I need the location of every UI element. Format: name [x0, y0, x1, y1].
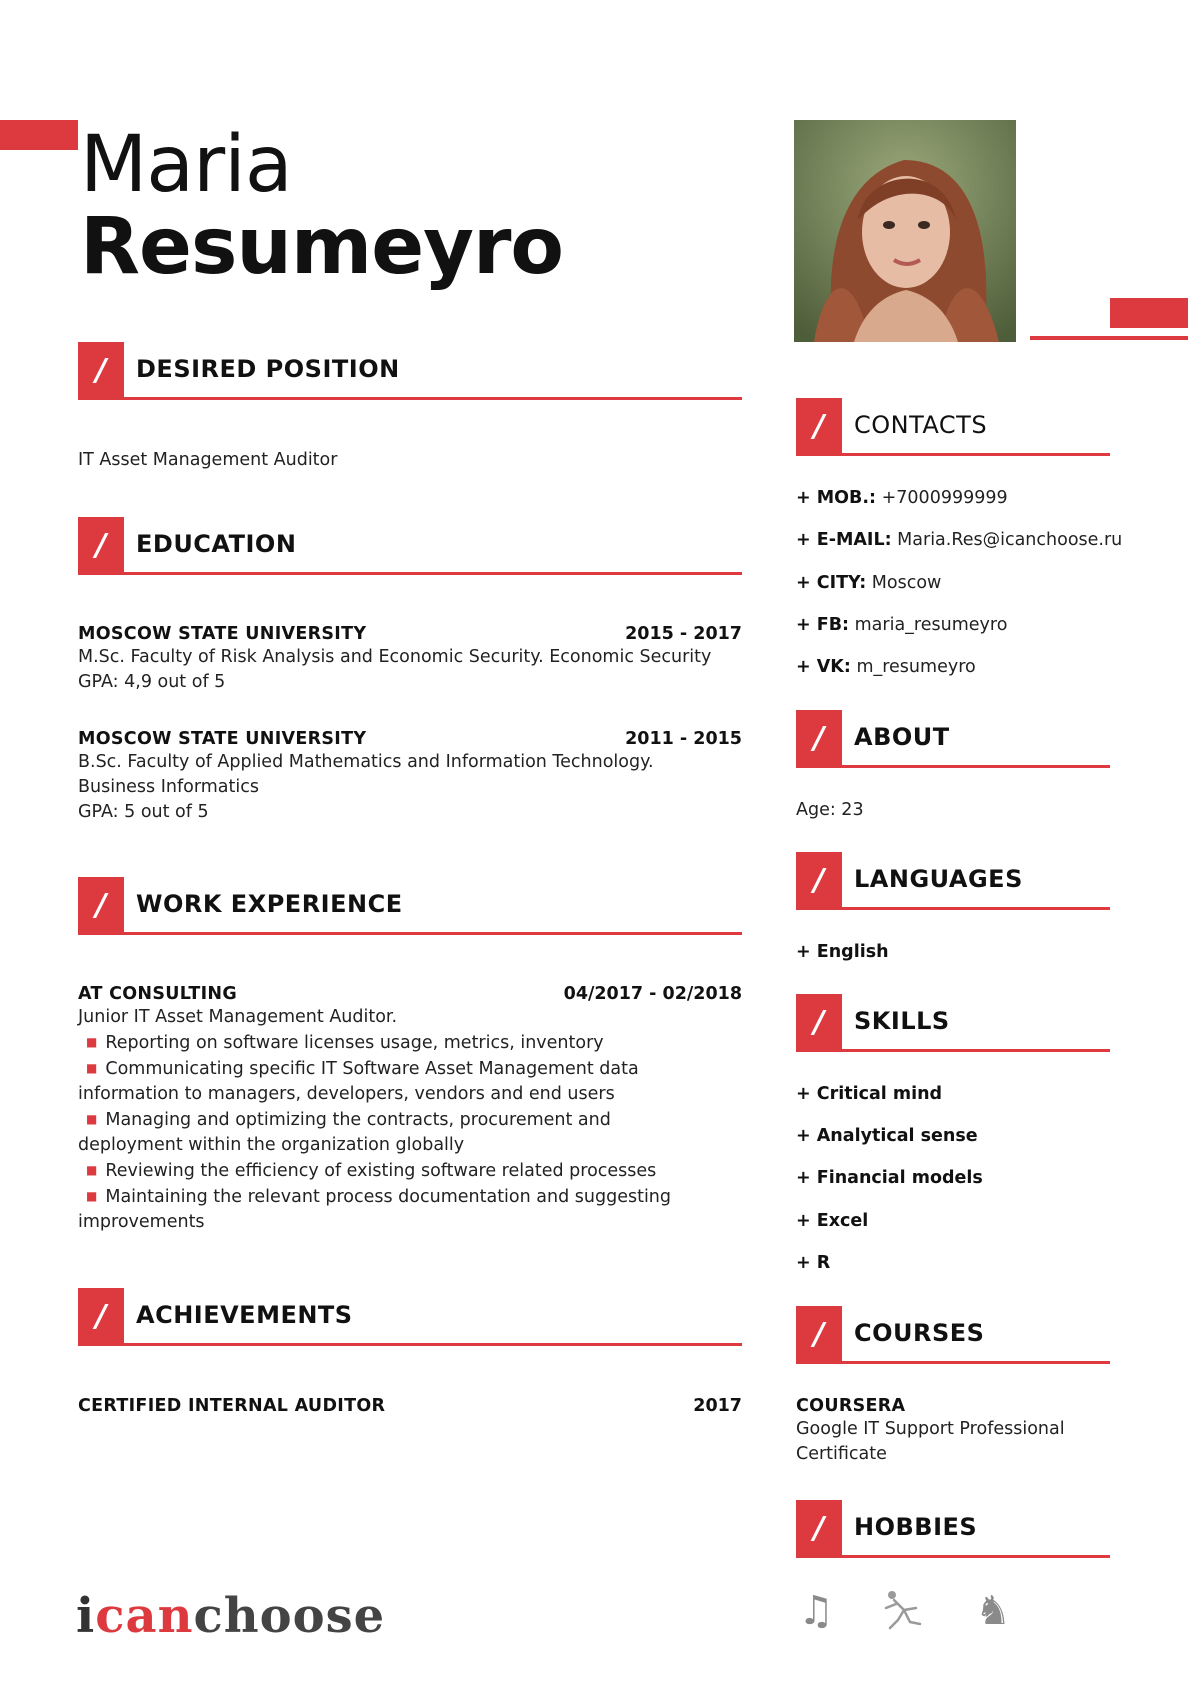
section-work-experience [78, 877, 742, 935]
section-contacts [796, 398, 1110, 456]
work-entry [78, 984, 742, 1235]
bullet-icon: ■ [86, 1061, 98, 1075]
section-title: SKILLS [854, 1007, 950, 1035]
contact-email: + E-MAIL: Maria.Res@icanchoose.ru [796, 530, 1123, 550]
section-slash-box [796, 994, 842, 1052]
section-underline [124, 1343, 742, 1346]
top-left-accent-bar [0, 120, 78, 150]
section-slash-box [796, 852, 842, 910]
desired-position-text: IT Asset Management Auditor [78, 450, 338, 470]
contact-vk: + VK: m_resumeyro [796, 657, 976, 677]
achievement-year: 2017 [693, 1396, 742, 1416]
education-school: MOSCOW STATE UNIVERSITY [78, 624, 367, 644]
achievement-entry [78, 1396, 742, 1416]
slash-icon: / [95, 528, 107, 563]
education-entry [78, 624, 742, 695]
section-skills [796, 994, 1110, 1052]
skill-item: + Excel [796, 1211, 869, 1231]
skill-item: + R [796, 1253, 831, 1273]
education-gpa: GPA: 5 out of 5 [78, 802, 209, 822]
section-hobbies [796, 1500, 1110, 1558]
bullet-icon: ■ [86, 1189, 98, 1203]
section-underline [842, 907, 1110, 910]
slash-icon: / [813, 1317, 825, 1352]
work-bullet-text: Communicating specific IT Software Asset Management data information to managers, developers, vendors and end users [78, 1059, 639, 1104]
bullet-icon: ■ [86, 1112, 98, 1126]
section-underline [124, 572, 742, 575]
language-item: + English [796, 942, 889, 962]
section-achievements [78, 1288, 742, 1346]
course-name: Google IT Support Professional Certificate [796, 1419, 1065, 1464]
section-underline [842, 1049, 1110, 1052]
section-slash-box [796, 1500, 842, 1558]
last-name: Resumeyro [80, 202, 563, 292]
work-bullet [78, 1056, 742, 1107]
about-age: Age: 23 [796, 800, 864, 820]
brand-logo: icanchoose [76, 1588, 386, 1644]
section-slash-box [796, 1306, 842, 1364]
name-block [80, 120, 563, 292]
achievement-title: CERTIFIED INTERNAL AUDITOR [78, 1396, 386, 1416]
slash-icon: / [813, 863, 825, 898]
section-languages [796, 852, 1110, 910]
section-slash-box [78, 342, 124, 400]
work-bullet [78, 1030, 742, 1056]
education-dates: 2015 - 2017 [625, 624, 742, 644]
slash-icon: / [95, 353, 107, 388]
bullet-icon: ■ [86, 1035, 98, 1049]
section-slash-box [78, 1288, 124, 1346]
skill-item: + Critical mind [796, 1084, 943, 1104]
music-icon: ♫ [798, 1588, 834, 1634]
work-dates: 04/2017 - 02/2018 [563, 984, 742, 1004]
section-slash-box [796, 710, 842, 768]
contact-mobile: + MOB.: +7000999999 [796, 488, 1008, 508]
work-bullet-text: Managing and optimizing the contracts, procurement and deployment within the organization globally [78, 1110, 611, 1155]
slash-icon: / [95, 1299, 107, 1334]
section-slash-box [78, 517, 124, 575]
section-desired-position [78, 342, 742, 400]
section-education [78, 517, 742, 575]
skill-item: + Analytical sense [796, 1126, 978, 1146]
section-title: ACHIEVEMENTS [136, 1301, 353, 1329]
section-underline [124, 397, 742, 400]
course-entry [796, 1396, 1096, 1467]
section-title: EDUCATION [136, 530, 297, 558]
work-bullet [78, 1158, 742, 1184]
skill-item: + Financial models [796, 1168, 983, 1188]
section-title: DESIRED POSITION [136, 355, 400, 383]
education-dates: 2011 - 2015 [625, 729, 742, 749]
slash-icon: / [95, 888, 107, 923]
section-slash-box [78, 877, 124, 935]
section-underline [842, 1555, 1110, 1558]
slash-icon: / [813, 1511, 825, 1546]
photo-accent-line [1030, 336, 1188, 340]
work-bullet [78, 1107, 718, 1158]
section-underline [124, 932, 742, 935]
work-company: AT CONSULTING [78, 984, 238, 1004]
contact-fb: + FB: maria_resumeyro [796, 615, 1008, 635]
dance-icon [880, 1588, 926, 1634]
section-courses [796, 1306, 1110, 1364]
education-school: MOSCOW STATE UNIVERSITY [78, 729, 367, 749]
section-underline [842, 1361, 1110, 1364]
section-underline [842, 453, 1110, 456]
section-title: COURSES [854, 1319, 985, 1347]
education-gpa: GPA: 4,9 out of 5 [78, 672, 226, 692]
education-degree: M.Sc. Faculty of Risk Analysis and Economic Security. Economic Security [78, 647, 712, 667]
work-bullet-text: Maintaining the relevant process documentation and suggesting improvements [78, 1187, 672, 1232]
section-title: LANGUAGES [854, 865, 1023, 893]
section-title: HOBBIES [854, 1513, 978, 1541]
section-underline [842, 765, 1110, 768]
section-about [796, 710, 1110, 768]
photo-accent-block [1110, 298, 1188, 328]
slash-icon: / [813, 1005, 825, 1040]
bullet-icon: ■ [86, 1163, 98, 1177]
education-degree: B.Sc. Faculty of Applied Mathematics and Information Technology. Business Informatics [78, 752, 654, 797]
work-bullet-text: Reporting on software licenses usage, metrics, inventory [105, 1033, 604, 1053]
section-title: ABOUT [854, 723, 950, 751]
section-title: WORK EXPERIENCE [136, 890, 403, 918]
section-title: CONTACTS [854, 411, 988, 439]
first-name: Maria [80, 120, 292, 210]
course-provider: COURSERA [796, 1396, 906, 1416]
work-bullet-text: Reviewing the efficiency of existing software related processes [105, 1161, 657, 1181]
slash-icon: / [813, 721, 825, 756]
profile-photo [794, 120, 1016, 342]
work-bullet [78, 1184, 678, 1235]
contact-city: + CITY: Moscow [796, 573, 942, 593]
education-entry [78, 729, 742, 825]
slash-icon: / [813, 409, 825, 444]
section-slash-box [796, 398, 842, 456]
chess-knight-icon: ♞ [975, 1588, 1011, 1634]
work-role: Junior IT Asset Management Auditor. [78, 1007, 398, 1027]
